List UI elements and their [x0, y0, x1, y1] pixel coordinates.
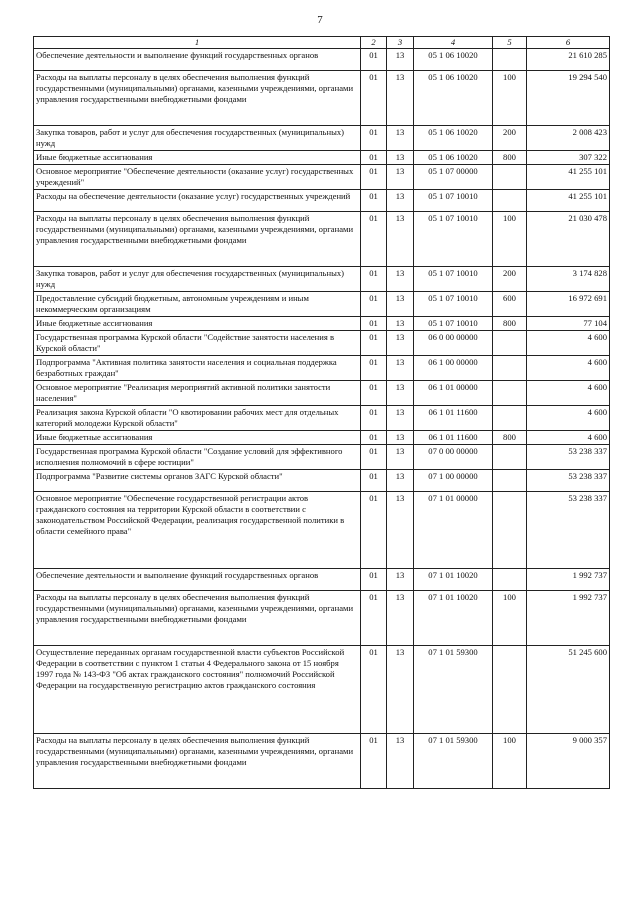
- table-row: [34, 356, 610, 381]
- cell-subsection: 13: [387, 126, 414, 151]
- cell-amount: 4 600: [527, 381, 610, 406]
- cell-target-article: 05 1 07 10010: [414, 292, 493, 317]
- table-row: [34, 212, 610, 267]
- table-row: [34, 71, 610, 126]
- cell-name: Иные бюджетные ассигнования: [34, 317, 361, 331]
- cell-amount: 9 000 357: [527, 734, 610, 789]
- cell-section: 01: [361, 381, 387, 406]
- cell-expense-type: 800: [493, 431, 527, 445]
- cell-amount: 21 610 285: [527, 49, 610, 71]
- col-header-section: 2: [361, 37, 387, 49]
- cell-expense-type: 100: [493, 71, 527, 126]
- cell-subsection: 13: [387, 190, 414, 212]
- cell-target-article: 05 1 07 10010: [414, 317, 493, 331]
- cell-target-article: 06 1 01 11600: [414, 406, 493, 431]
- cell-name: Реализация закона Курской области "О квотировании рабочих мест для отдельных категорий молодежи Курской области": [34, 406, 361, 431]
- cell-amount: 51 245 600: [527, 646, 610, 734]
- table-row: [34, 292, 610, 317]
- cell-expense-type: [493, 569, 527, 591]
- cell-subsection: 13: [387, 356, 414, 381]
- cell-section: 01: [361, 591, 387, 646]
- cell-expense-type: 200: [493, 126, 527, 151]
- cell-name: Обеспечение деятельности и выполнение функций государственных органов: [34, 49, 361, 71]
- table-row: [34, 406, 610, 431]
- cell-amount: 4 600: [527, 406, 610, 431]
- cell-expense-type: 800: [493, 151, 527, 165]
- cell-expense-type: 200: [493, 267, 527, 292]
- cell-name: Подпрограмма "Развитие системы органов ЗАГС Курской области": [34, 470, 361, 492]
- cell-target-article: 07 1 01 10020: [414, 569, 493, 591]
- cell-subsection: 13: [387, 569, 414, 591]
- cell-section: 01: [361, 431, 387, 445]
- cell-amount: 3 174 828: [527, 267, 610, 292]
- cell-expense-type: [493, 646, 527, 734]
- cell-target-article: 05 1 07 00000: [414, 165, 493, 190]
- cell-expense-type: [493, 356, 527, 381]
- cell-amount: 2 008 423: [527, 126, 610, 151]
- cell-section: 01: [361, 646, 387, 734]
- cell-subsection: 13: [387, 165, 414, 190]
- cell-target-article: 05 1 07 10010: [414, 212, 493, 267]
- cell-expense-type: [493, 406, 527, 431]
- cell-section: 01: [361, 406, 387, 431]
- cell-name: Подпрограмма "Активная политика занятости населения и социальная поддержка безработных граждан": [34, 356, 361, 381]
- cell-expense-type: [493, 49, 527, 71]
- cell-section: 01: [361, 445, 387, 470]
- cell-name: Расходы на выплаты персоналу в целях обеспечения выполнения функций государственными (муниципальными) органами, казенными учреждениями, органами управления государственными внебюджетными фондами: [34, 212, 361, 267]
- cell-subsection: 13: [387, 591, 414, 646]
- cell-section: 01: [361, 492, 387, 569]
- col-header-target-article: 4: [414, 37, 493, 49]
- cell-amount: 77 104: [527, 317, 610, 331]
- cell-expense-type: [493, 331, 527, 356]
- cell-amount: 1 992 737: [527, 591, 610, 646]
- table-row: [34, 331, 610, 356]
- cell-subsection: 13: [387, 71, 414, 126]
- cell-expense-type: [493, 492, 527, 569]
- cell-name: Расходы на выплаты персоналу в целях обеспечения выполнения функций государственными (муниципальными) органами, казенными учреждениями, органами управления государственными внебюджетными фондами: [34, 591, 361, 646]
- cell-target-article: 06 1 00 00000: [414, 356, 493, 381]
- cell-section: 01: [361, 331, 387, 356]
- cell-subsection: 13: [387, 646, 414, 734]
- header-row: [34, 37, 610, 49]
- cell-target-article: 05 1 07 10010: [414, 267, 493, 292]
- cell-amount: 21 030 478: [527, 212, 610, 267]
- cell-subsection: 13: [387, 734, 414, 789]
- cell-name: Государственная программа Курской области "Создание условий для эффективного исполнения полномочий в сфере юстиции": [34, 445, 361, 470]
- cell-expense-type: [493, 190, 527, 212]
- cell-subsection: 13: [387, 151, 414, 165]
- cell-amount: 41 255 101: [527, 190, 610, 212]
- cell-section: 01: [361, 292, 387, 317]
- cell-amount: 53 238 337: [527, 492, 610, 569]
- cell-expense-type: [493, 165, 527, 190]
- cell-expense-type: 100: [493, 591, 527, 646]
- cell-subsection: 13: [387, 445, 414, 470]
- table-row: [34, 646, 610, 734]
- cell-subsection: 13: [387, 406, 414, 431]
- cell-target-article: 05 1 06 10020: [414, 71, 493, 126]
- cell-expense-type: [493, 381, 527, 406]
- cell-section: 01: [361, 190, 387, 212]
- cell-section: 01: [361, 267, 387, 292]
- table-row: [34, 431, 610, 445]
- cell-subsection: 13: [387, 49, 414, 71]
- col-header-name: 1: [34, 37, 361, 49]
- cell-target-article: 07 1 01 00000: [414, 492, 493, 569]
- cell-amount: 53 238 337: [527, 445, 610, 470]
- table-row: [34, 492, 610, 569]
- cell-target-article: 07 0 00 00000: [414, 445, 493, 470]
- cell-amount: 41 255 101: [527, 165, 610, 190]
- table-row: [34, 126, 610, 151]
- cell-expense-type: 100: [493, 734, 527, 789]
- cell-target-article: 05 1 06 10020: [414, 126, 493, 151]
- table-row: [34, 317, 610, 331]
- cell-section: 01: [361, 317, 387, 331]
- cell-section: 01: [361, 49, 387, 71]
- table-row: [34, 445, 610, 470]
- cell-amount: 1 992 737: [527, 569, 610, 591]
- cell-subsection: 13: [387, 331, 414, 356]
- col-header-expense-type: 5: [493, 37, 527, 49]
- budget-table: [33, 36, 610, 789]
- cell-amount: 307 322: [527, 151, 610, 165]
- cell-subsection: 13: [387, 267, 414, 292]
- cell-name: Закупка товаров, работ и услуг для обеспечения государственных (муниципальных) нужд: [34, 267, 361, 292]
- cell-name: Основное мероприятие "Реализация мероприятий активной политики занятости населения": [34, 381, 361, 406]
- cell-amount: 4 600: [527, 356, 610, 381]
- cell-expense-type: [493, 445, 527, 470]
- cell-section: 01: [361, 569, 387, 591]
- cell-name: Расходы на выплаты персоналу в целях обеспечения выполнения функций государственными (муниципальными) органами, казенными учреждениями, органами управления государственными внебюджетными фондами: [34, 71, 361, 126]
- table-row: [34, 734, 610, 789]
- cell-target-article: 05 1 06 10020: [414, 49, 493, 71]
- cell-amount: 53 238 337: [527, 470, 610, 492]
- cell-name: Осуществление переданных органам государственной власти субъектов Российской Федерации в соответствии с пунктом 1 статьи 4 Федерального закона от 15 ноября 1997 года № 143-ФЗ "Об актах гражданского состояния" полномочий Российской Федерации на государственную регистрацию актов гражданского состояния: [34, 646, 361, 734]
- cell-subsection: 13: [387, 431, 414, 445]
- cell-name: Закупка товаров, работ и услуг для обеспечения государственных (муниципальных) нужд: [34, 126, 361, 151]
- cell-name: Иные бюджетные ассигнования: [34, 431, 361, 445]
- cell-name: Расходы на выплаты персоналу в целях обеспечения выполнения функций государственными (муниципальными) органами, казенными учреждениями, органами управления государственными внебюджетными фондами: [34, 734, 361, 789]
- cell-amount: 4 600: [527, 331, 610, 356]
- cell-name: Иные бюджетные ассигнования: [34, 151, 361, 165]
- cell-amount: 19 294 540: [527, 71, 610, 126]
- page-number: 7: [317, 14, 323, 26]
- table-row: [34, 267, 610, 292]
- cell-amount: 4 600: [527, 431, 610, 445]
- cell-name: Основное мероприятие "Обеспечение деятельности (оказание услуг) государственных учреждений": [34, 165, 361, 190]
- cell-target-article: 05 1 07 10010: [414, 190, 493, 212]
- cell-expense-type: 100: [493, 212, 527, 267]
- cell-subsection: 13: [387, 470, 414, 492]
- cell-subsection: 13: [387, 212, 414, 267]
- table-row: [34, 591, 610, 646]
- cell-name: Расходы на обеспечение деятельности (оказание услуг) государственных учреждений: [34, 190, 361, 212]
- cell-subsection: 13: [387, 317, 414, 331]
- cell-target-article: 07 1 01 59300: [414, 646, 493, 734]
- cell-name: Основное мероприятие "Обеспечение государственной регистрации актов гражданского состояния на территории Курской области в соответствии с законодательством Российской Федерации, реализация государственной политики в области семейного права": [34, 492, 361, 569]
- table-row: [34, 151, 610, 165]
- cell-name: Предоставление субсидий бюджетным, автономным учреждениям и иным некоммерческим организациям: [34, 292, 361, 317]
- cell-amount: 16 972 691: [527, 292, 610, 317]
- table-row: [34, 470, 610, 492]
- cell-section: 01: [361, 71, 387, 126]
- cell-name: Государственная программа Курской области "Содействие занятости населения в Курской области": [34, 331, 361, 356]
- cell-subsection: 13: [387, 492, 414, 569]
- cell-target-article: 06 1 01 11600: [414, 431, 493, 445]
- table-row: [34, 381, 610, 406]
- cell-target-article: 06 0 00 00000: [414, 331, 493, 356]
- cell-target-article: 07 1 00 00000: [414, 470, 493, 492]
- cell-target-article: 07 1 01 59300: [414, 734, 493, 789]
- table-row: [34, 569, 610, 591]
- cell-section: 01: [361, 734, 387, 789]
- cell-section: 01: [361, 356, 387, 381]
- cell-section: 01: [361, 151, 387, 165]
- table-row: [34, 49, 610, 71]
- table-row: [34, 190, 610, 212]
- cell-expense-type: 600: [493, 292, 527, 317]
- col-header-subsection: 3: [387, 37, 414, 49]
- table-row: [34, 165, 610, 190]
- col-header-amount: 6: [527, 37, 610, 49]
- cell-expense-type: [493, 470, 527, 492]
- cell-section: 01: [361, 126, 387, 151]
- cell-expense-type: 800: [493, 317, 527, 331]
- cell-target-article: 05 1 06 10020: [414, 151, 493, 165]
- cell-section: 01: [361, 165, 387, 190]
- cell-target-article: 07 1 01 10020: [414, 591, 493, 646]
- cell-section: 01: [361, 470, 387, 492]
- cell-subsection: 13: [387, 292, 414, 317]
- cell-subsection: 13: [387, 381, 414, 406]
- cell-name: Обеспечение деятельности и выполнение функций государственных органов: [34, 569, 361, 591]
- cell-target-article: 06 1 01 00000: [414, 381, 493, 406]
- cell-section: 01: [361, 212, 387, 267]
